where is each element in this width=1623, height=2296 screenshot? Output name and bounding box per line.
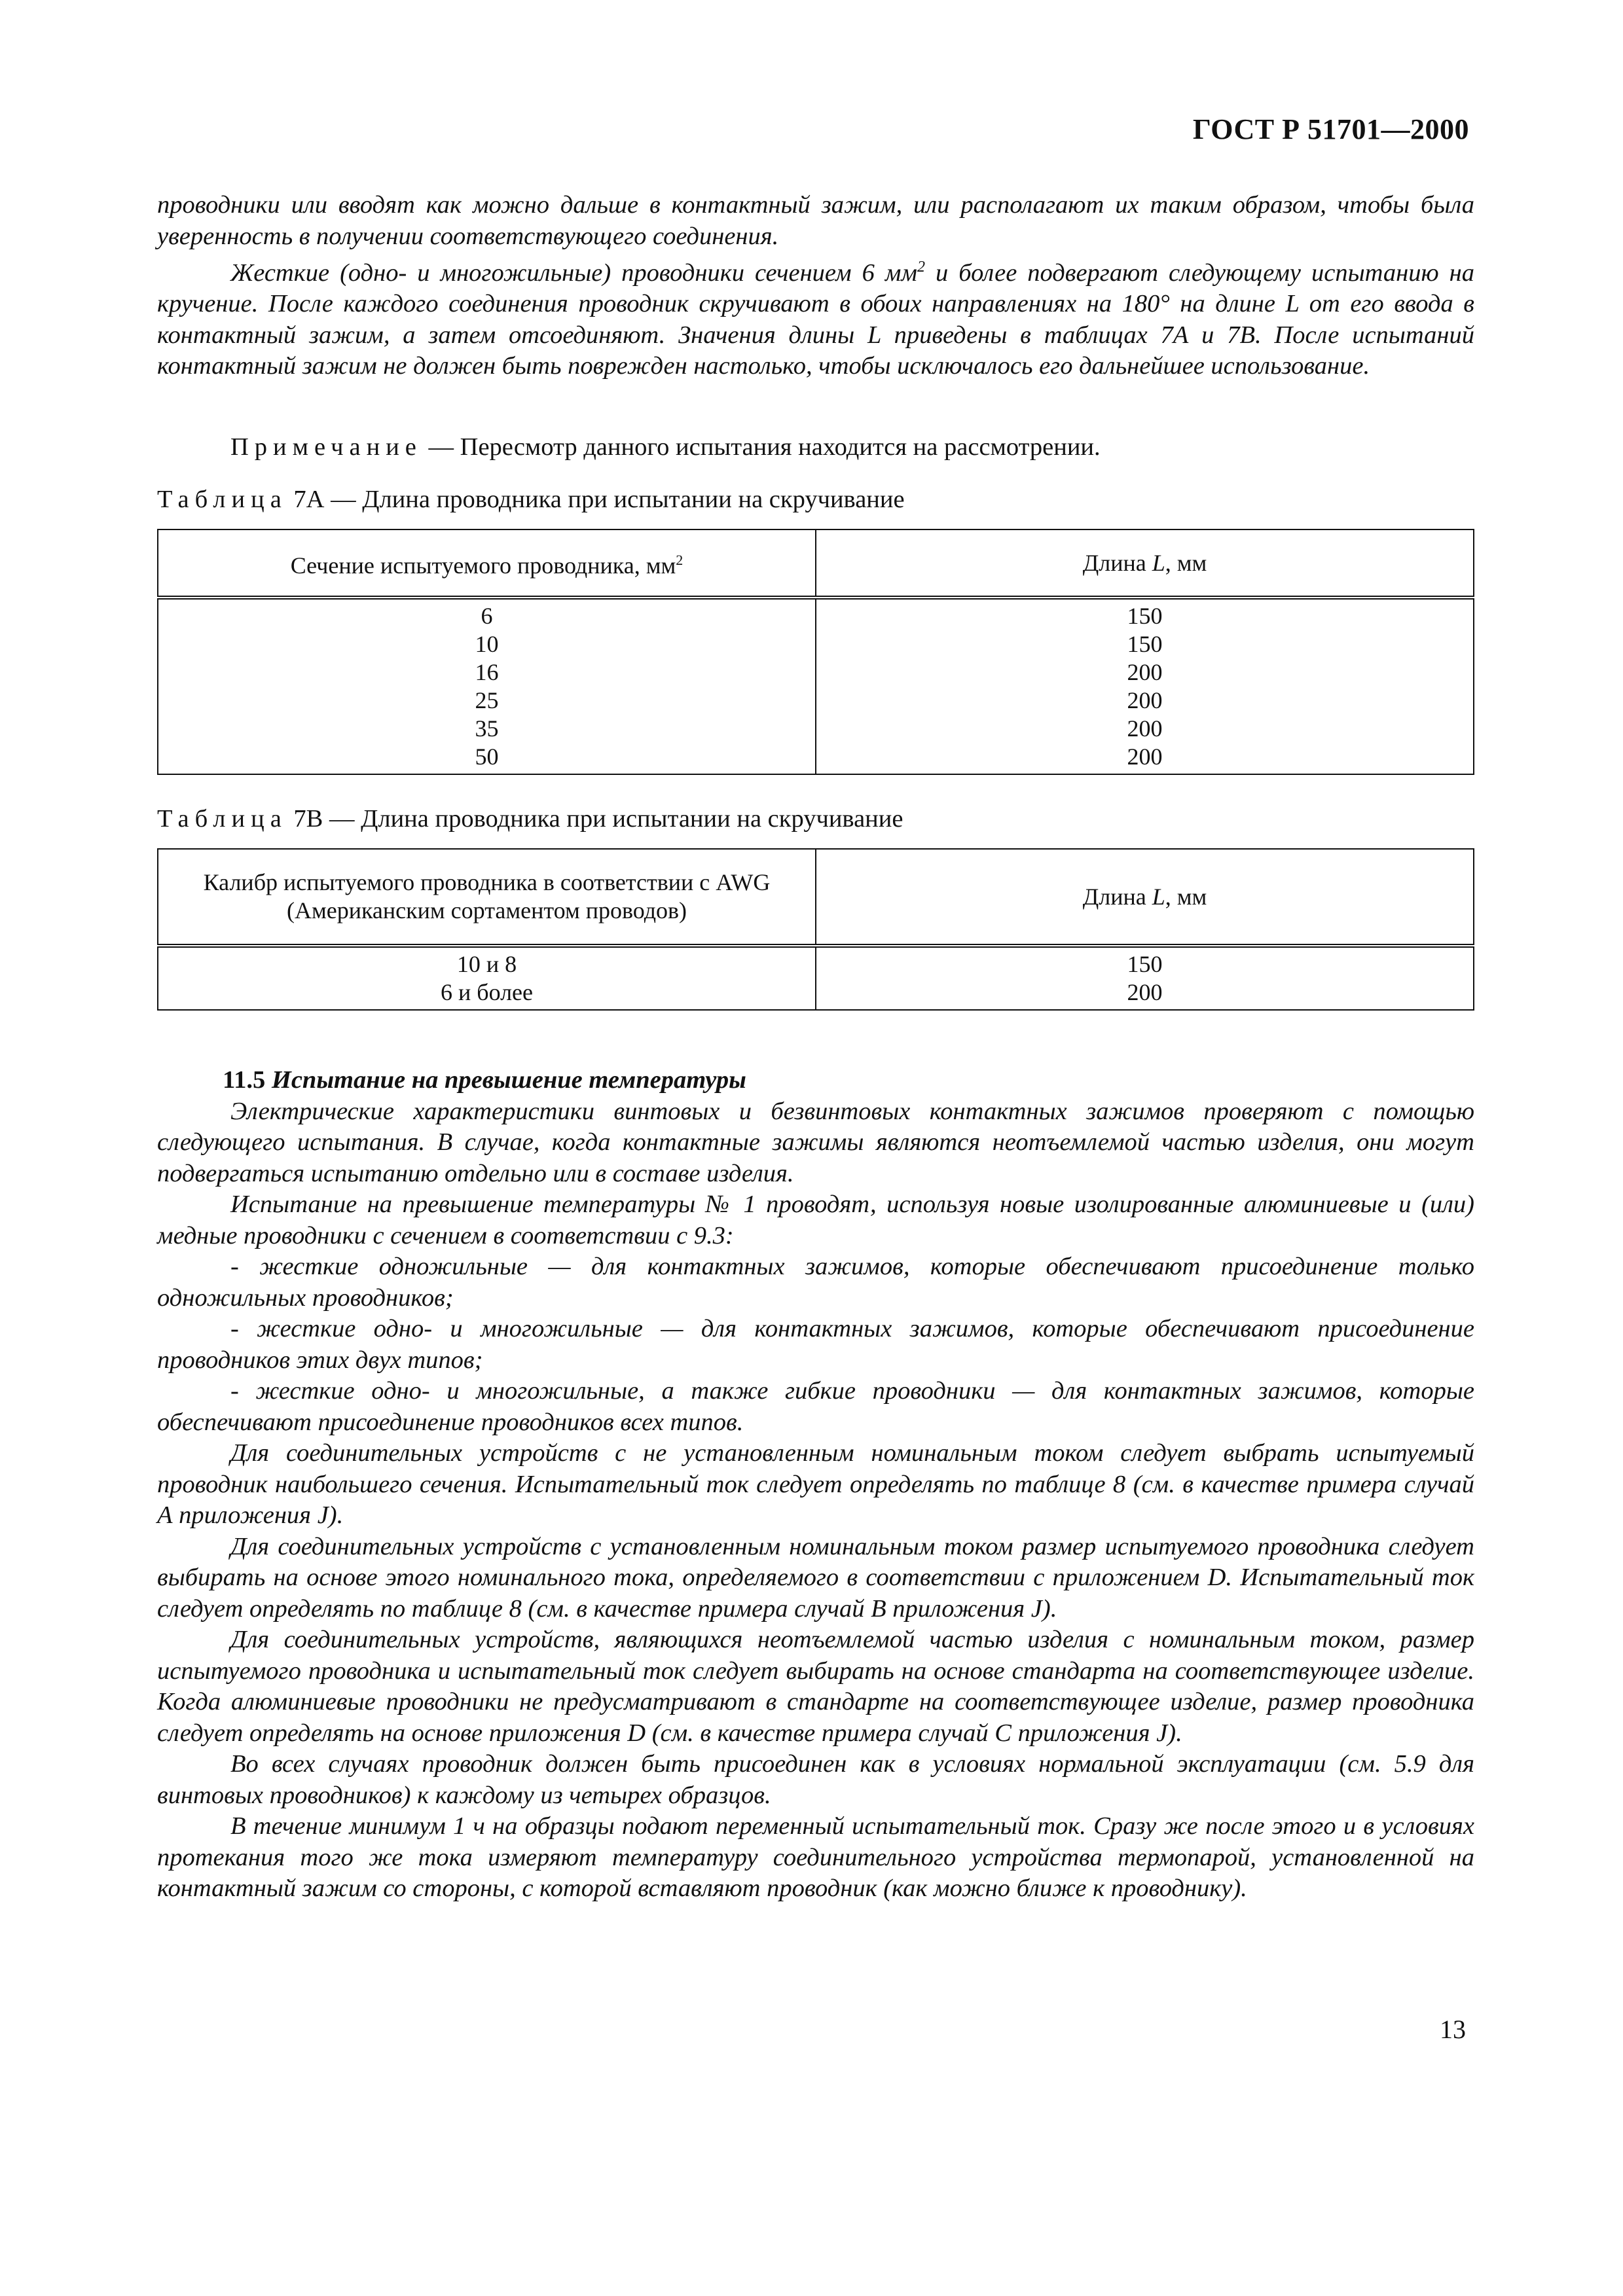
section-heading: [157, 1065, 1474, 1096]
section-paragraph: Во всех случаях проводник должен быть присоединен как в условиях нормальной эксплуатации (см. 5.9 для винтовых проводников) к каждому из четырех образцов.: [157, 1750, 1474, 1809]
table-7b: [157, 848, 1474, 1011]
table-7a: [157, 529, 1474, 775]
intro-paragraph-1: проводники или вводят как можно дальше в контактный зажим, или располагают их таким образом, чтобы была уверенность в получении соответствующего соединения.: [157, 191, 1474, 250]
table-cell: 6 и более: [440, 979, 534, 1005]
table-cell: 150: [1127, 951, 1163, 977]
page-number: 13: [1440, 2015, 1466, 2044]
table-7a-section-values: [158, 598, 816, 774]
section-list-item: - жесткие одножильные — для контактных зажимов, которые обеспечивают присоединение только одножильных проводников;: [157, 1253, 1474, 1312]
note: [157, 432, 1474, 463]
table-cell: 200: [1127, 979, 1163, 1005]
table-cell: 10 и 8: [456, 951, 517, 977]
intro-p2-part-b: и более подвергают следующему испытанию на кручение. После каждого соединения проводник скручивают в обоих направлениях на 180° на длине L от его ввода в контактный зажим, а затем отсоединяют. Значения длины L приведены в таблицах 7А и 7В. После испытаний контактный зажим не должен быть поврежден настолько, чтобы исключалось его дальнейшее использование.: [157, 259, 1474, 380]
section-paragraph: В течение минимум 1 ч на образцы подают переменный испытательный ток. Сразу же после этого и в условиях протекания того же тока измеряют температуру соединительного устройства термопарой, установленной на контактный зажим со стороны, с которой вставляют проводник (как можно ближе к проводнику).: [157, 1812, 1474, 1902]
table-7a-header-section: Сечение испытуемого проводника, $мм^2$: [158, 529, 816, 598]
intro-paragraph-2: [157, 252, 1474, 382]
table-7a-caption-label: Таблица: [157, 486, 287, 513]
table-cell: 35: [475, 715, 499, 742]
page-header: ГОСТ Р 51701—2000: [1192, 113, 1469, 145]
intro-p2-superscript: 2: [917, 259, 925, 276]
table-cell: 16: [475, 659, 499, 685]
table-7b-header-length: Длина L, мм: [816, 849, 1474, 946]
table-7b-caption-label: Таблица: [157, 805, 287, 833]
note-label: Примечание: [230, 433, 422, 461]
table-7a-length-values: [816, 598, 1474, 774]
section-paragraph: Для соединительных устройств с не установленным номинальным током следует выбрать испытуемый проводник наибольшего сечения. Испытательный ток следует определять по таблице 8 (см. в качестве примера случай А приложения J).: [157, 1439, 1474, 1529]
note-text: — Пересмотр данного испытания находится на рассмотрении.: [422, 433, 1101, 461]
table-7b-caption: [157, 804, 903, 835]
table-cell: 200: [1127, 715, 1163, 742]
table-cell: 200: [1127, 687, 1163, 713]
section-paragraph: Для соединительных устройств, являющихся неотъемлемой частью изделия с номинальным током, размер испытуемого проводника и испытательный ток следует выбирать на основе стандарта на соответствующее изделие. Когда алюминиевые проводники не предусматривают в стандарте на соответствующее изделие, размер проводника следует определять на основе приложения D (см. в качестве примера случай С приложения J).: [157, 1626, 1474, 1747]
table-7a-caption: [157, 484, 905, 516]
table-7b-header-gauge: Калибр испытуемого проводника в соответствии с AWG (Американским сортаментом проводов): [158, 849, 816, 946]
table-cell: 50: [475, 744, 499, 770]
table-cell: 150: [1127, 603, 1163, 629]
section-number: 11.5: [223, 1066, 266, 1094]
table-cell: 200: [1127, 659, 1163, 685]
table-7a-header-length: Длина L, мм: [816, 529, 1474, 598]
section-list-item: - жесткие одно- и многожильные — для контактных зажимов, которые обеспечивают присоединение проводников этих двух типов;: [157, 1315, 1474, 1374]
section-list-item: - жесткие одно- и многожильные, а также гибкие проводники — для контактных зажимов, которые обеспечивают присоединение проводников всех типов.: [157, 1377, 1474, 1436]
table-7b-caption-text: 7В — Длина проводника при испытании на скручивание: [287, 805, 903, 833]
table-cell: 25: [475, 687, 499, 713]
section-title: Испытание на превышение температуры: [271, 1066, 746, 1094]
intro-p2-part-a: Жесткие (одно- и многожильные) проводники сечением 6 мм: [230, 259, 917, 287]
table-7b-gauge-values: [158, 946, 816, 1010]
table-7b-length-values: [816, 946, 1474, 1010]
table-cell: 6: [481, 603, 493, 629]
section-paragraph: Электрические характеристики винтовых и безвинтовых контактных зажимов проверяют с помощью следующего испытания. В случае, когда контактные зажимы являются неотъемлемой частью изделия, они могут подвергаться испытанию отдельно или в составе изделия.: [157, 1097, 1474, 1187]
section-paragraph: Испытание на превышение температуры № 1 проводят, используя новые изолированные алюминиевые и (или) медные проводники с сечением в соответствии с 9.3:: [157, 1191, 1474, 1249]
table-cell: 10: [475, 631, 499, 657]
table-cell: 150: [1127, 631, 1163, 657]
intro-block: [157, 190, 1474, 382]
table-cell: 200: [1127, 744, 1163, 770]
table-7a-caption-text: 7А — Длина проводника при испытании на скручивание: [287, 486, 905, 513]
section-paragraph: Для соединительных устройств с установленным номинальным током размер испытуемого проводника следует выбирать на основе этого номинального тока, определяемого в соответствии с приложением D. Испытательный ток следует определять по таблице 8 (см. в качестве примера случай В приложения J).: [157, 1532, 1474, 1623]
section-11-5: [157, 1065, 1474, 1905]
